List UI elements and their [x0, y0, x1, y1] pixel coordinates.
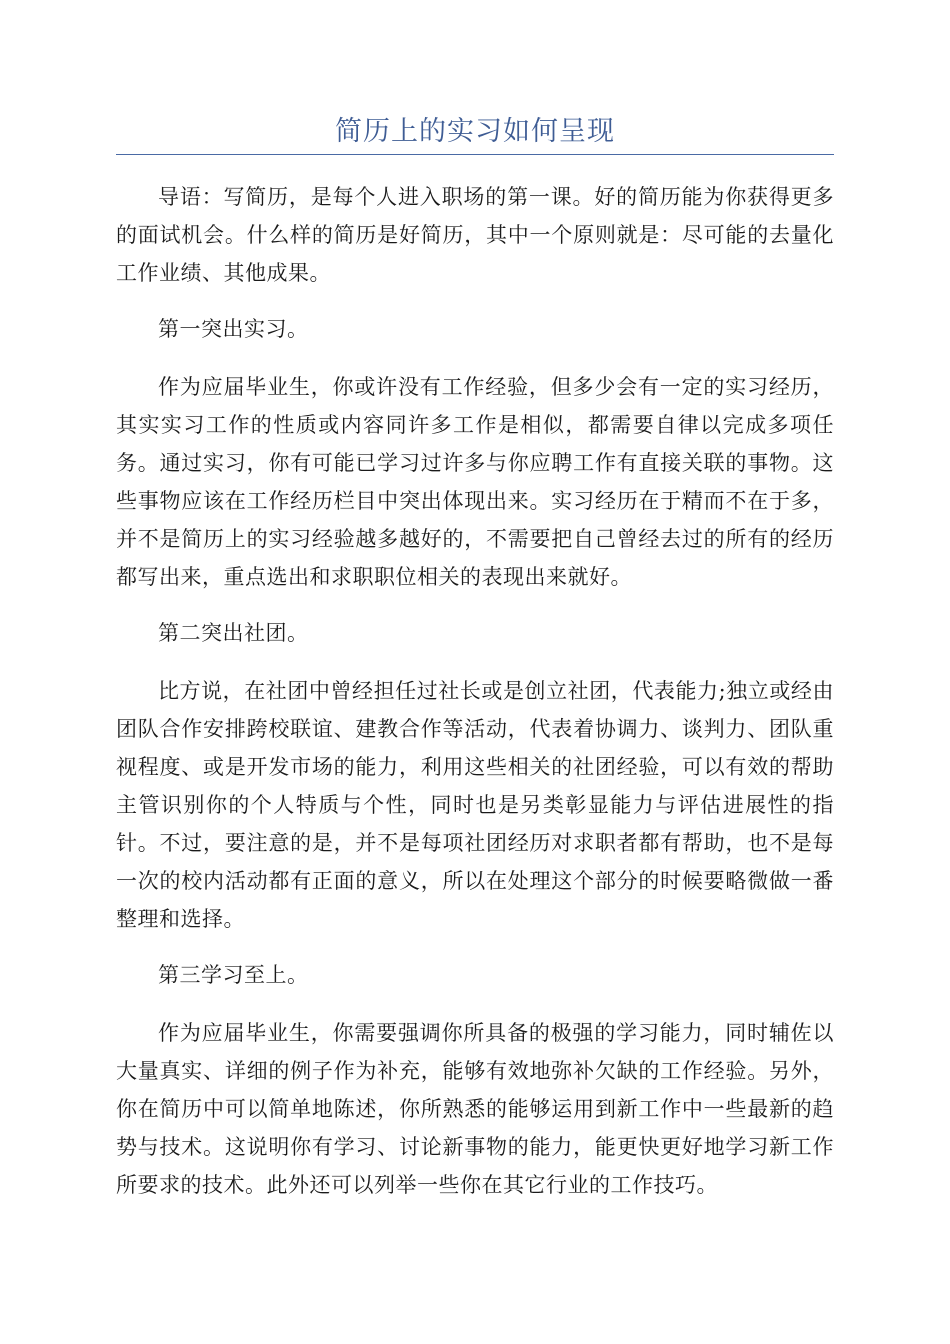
section-heading-internship: 第一突出实习。: [158, 317, 309, 341]
page-title: 简历上的实习如何呈现: [335, 116, 615, 147]
internship-paragraph: 作为应届毕业生，你或许没有工作经验，但多少会有一定的实习经历，其实实习工作的性质或内容同许多工作是相似，都需要自律以完成多项任务。通过实习，你有可能已学习过许多与你应聘工作有直接关联的事物。这些事物应该在工作经历栏目中突出体现出来。实习经历在于精而不在于多，并不是简历上的实习经验越多越好的，不需要把自己曾经去过的所有的经历都写出来，重点选出和求职职位相关的表现出来就好。: [116, 375, 834, 589]
section-heading-clubs: 第二突出社团。: [158, 621, 309, 645]
clubs-paragraph: 比方说，在社团中曾经担任过社长或是创立社团，代表能力;独立或经由团队合作安排跨校联谊、建教合作等活动，代表着协调力、谈判力、团队重视程度、或是开发市场的能力，利用这些相关的社团经验，可以有效的帮助主管识别你的个人特质与个性，同时也是另类彰显能力与评估进展性的指针。不过，要注意的是，并不是每项社团经历对求职者都有帮助，也不是每一次的校内活动都有正面的意义，所以在处理这个部分的时候要略微做一番整理和选择。: [116, 679, 834, 931]
learning-paragraph: 作为应届毕业生，你需要强调你所具备的极强的学习能力，同时辅佐以大量真实、详细的例子作为补充，能够有效地弥补欠缺的工作经验。另外，你在简历中可以简单地陈述，你所熟悉的能够运用到新工作中一些最新的趋势与技术。这说明你有学习、讨论新事物的能力，能更快更好地学习新工作所要求的技术。此外还可以列举一些你在其它行业的工作技巧。: [116, 1021, 834, 1197]
title-underline: [116, 154, 834, 155]
intro-paragraph: 导语：写简历，是每个人进入职场的第一课。好的简历能为你获得更多的面试机会。什么样的简历是好简历，其中一个原则就是：尽可能的去量化工作业绩、其他成果。: [116, 185, 834, 285]
section-heading-learning: 第三学习至上。: [158, 963, 309, 987]
document-body: [116, 178, 834, 1222]
